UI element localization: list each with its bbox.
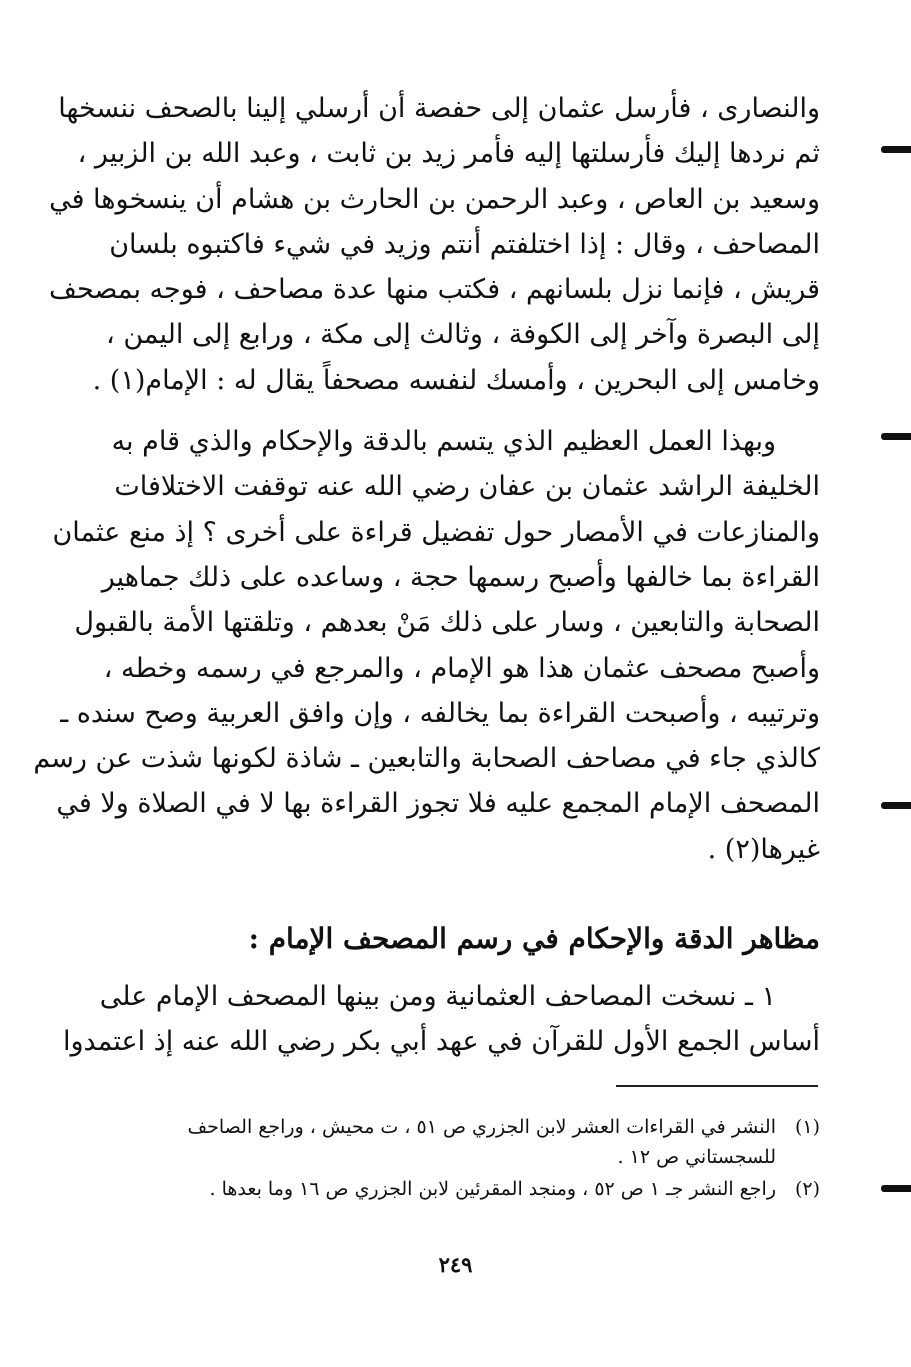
paragraph-1-line: قريش ، فإنما نزل بلسانهم ، فكتب منها عدة مصاحف ، فوجه بمصحف — [49, 274, 820, 306]
paragraph-2-line: وترتيبه ، وأصبحت القراءة بما يخالفه ، وإن وافق العربية وصح سنده ـ — [60, 697, 820, 729]
scan-edge-mark — [881, 1185, 911, 1192]
paragraph-3 — [63, 974, 820, 1065]
paragraph-2-line: المصحف الإمام المجمع عليه فلا تجوز القراءة بها لا في الصلاة ولا في — [56, 788, 820, 820]
footnote-number: (٢) — [794, 1178, 820, 1200]
footnote-divider — [616, 1085, 818, 1087]
footnote-number: (١) — [794, 1116, 820, 1138]
footnotes — [128, 1112, 820, 1206]
page-number: ٢٤٩ — [438, 1252, 473, 1277]
paragraph-2-line: كالذي جاء في مصاحف الصحابة والتابعين ـ شاذة لكونها شذت عن رسم — [33, 743, 820, 775]
footnote-2 — [128, 1174, 820, 1204]
section-heading: مظاهر الدقة والإحكام في رسم المصحف الإمام : — [248, 922, 820, 956]
paragraph-2-line: غيرها(٢) . — [707, 833, 820, 865]
paragraph-1-line: وخامس إلى البحرين ، وأمسك لنفسه مصحفاً يقال له : الإمام(١) . — [92, 364, 820, 396]
scan-edge-mark — [881, 433, 911, 440]
paragraph-1-line: إلى البصرة وآخر إلى الكوفة ، وثالث إلى مكة ، ورابع إلى اليمن ، — [106, 319, 820, 351]
paragraph-2-line: الخليفة الراشد عثمان بن عفان رضي الله عنه توقفت الاختلافات — [114, 471, 820, 503]
footnote-text: النشر في القراءات العشر لابن الجزري ص ٥١ ، ت محيش ، وراجع الصاحف — [187, 1116, 776, 1138]
paragraph-1 — [49, 86, 820, 403]
paragraph-3-line: ١ ـ نسخت المصاحف العثمانية ومن بينها المصحف الإمام على — [99, 981, 776, 1013]
paragraph-2-line: وبهذا العمل العظيم الذي يتسم بالدقة والإحكام والذي قام به — [111, 426, 776, 458]
scan-edge-mark — [881, 802, 911, 809]
paragraph-1-line: المصاحف ، وقال : إذا اختلفتم أنتم وزيد في شيء فاكتبوه بلسان — [109, 228, 820, 260]
page-body — [33, 86, 820, 1065]
paragraph-2-line: والمنازعات في الأمصار حول تفضيل قراءة على أخرى ؟ إذ منع عثمان — [52, 516, 820, 548]
paragraph-1-line: ثم نردها إليك فأرسلتها إليه فأمر زيد بن ثابت ، وعبد الله بن الزبير ، — [77, 138, 820, 170]
paragraph-2 — [33, 419, 820, 872]
paragraph-1-line: والنصارى ، فأرسل عثمان إلى حفصة أن أرسلي إلينا بالصحف ننسخها — [58, 93, 820, 124]
scan-edge-mark — [881, 146, 911, 153]
paragraph-1-line: وسعيد بن العاص ، وعبد الرحمن بن الحارث بن هشام أن ينسخوها في — [49, 183, 820, 215]
paragraph-2-line: وأصبح مصحف عثمان هذا هو الإمام ، والمرجع في رسمه وخطه ، — [103, 652, 820, 684]
footnote-1 — [128, 1112, 820, 1172]
footnote-text: للسجستاني ص ١٢ . — [617, 1146, 776, 1168]
paragraph-2-line: القراءة بما خالفها وأصبح رسمها حجة ، وساعده على ذلك جماهير — [101, 561, 820, 593]
paragraph-2-line: الصحابة والتابعين ، وسار على ذلك مَنْ بعدهم ، وتلقتها الأمة بالقبول — [74, 607, 820, 639]
paragraph-3-line: أساس الجمع الأول للقرآن في عهد أبي بكر رضي الله عنه إذ اعتمدوا — [63, 1026, 820, 1058]
footnote-text: راجع النشر جـ ١ ص ٥٢ ، ومنجد المقرئين لابن الجزري ص ١٦ وما بعدها . — [209, 1178, 776, 1200]
